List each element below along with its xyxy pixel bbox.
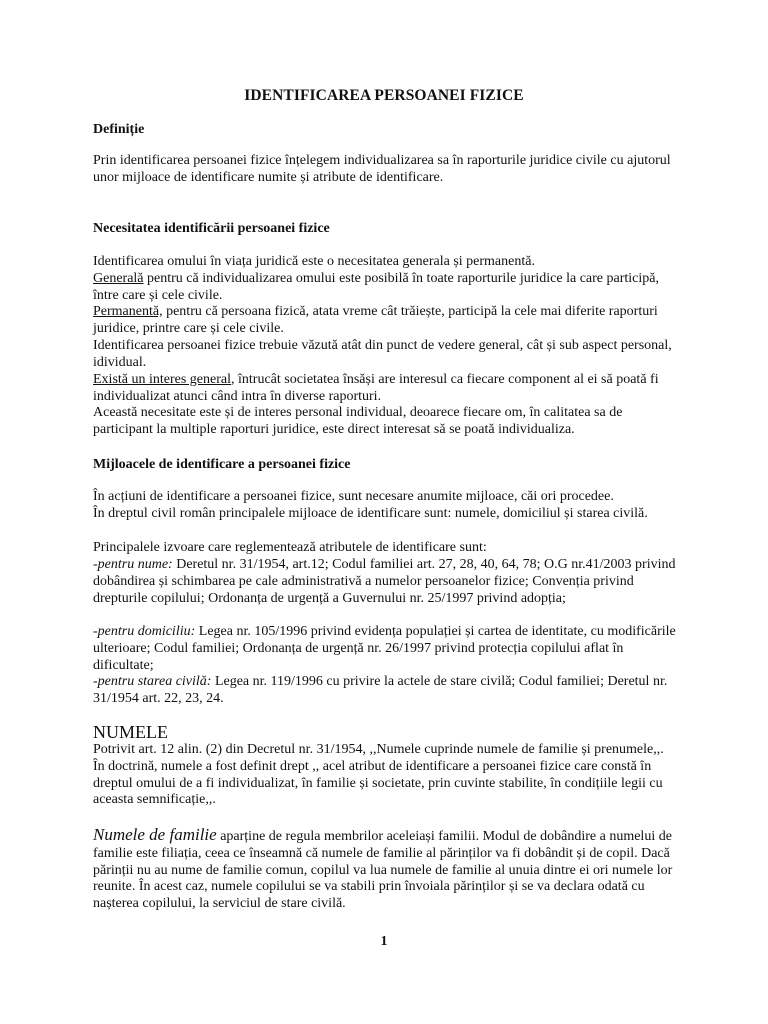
for-civil-status-label: -pentru starea civilă: <box>93 674 212 689</box>
necessity-paragraph-5 <box>93 372 678 406</box>
means-paragraph-1: În acțiuni de identificare a persoanei fizice, sunt necesare anumite mijloace, căi ori procedee. <box>93 489 614 504</box>
name-paragraph-2 <box>93 827 678 913</box>
page-number: 1 <box>380 934 388 949</box>
general-interest-label: Există un interes general <box>93 372 232 387</box>
necessity-paragraph-3 <box>93 304 678 338</box>
necessity-heading: Necesitatea identificării persoanei fizice <box>93 221 330 236</box>
necessity-paragraph-4: Identificarea persoanei fizice trebuie văzută atât din punct de vedere general, cât și sub aspect personal, idividual. <box>93 338 672 370</box>
name-paragraph-1: Potrivit art. 12 alin. (2) din Decretul nr. 31/1954, ,,Numele cuprinde numele de familie și prenumele,,. În doctrină, numele a fost definit drept ,, acel atribut de identificare a persoanei fizice care constă în dreptul omului de a fi individualizat, în familie și societate, prin cuvinte stabilite, în condițiile legii cu aceasta semnificație,,. <box>93 742 664 808</box>
permanent-text: pentru că persoana fizică, atata vreme cât trăiește, participă la cele mai diferite raporturi juridice, printre care și cele civile. <box>93 304 658 336</box>
for-name-label: -pentru nume: <box>93 557 173 572</box>
means-heading: Mijloacele de identificare a persoanei fizice <box>93 457 351 472</box>
family-name-text: aparține de regula membrilor aceleiași familii. Modul de dobândire a numelui de familie este filiația, ceea ce înseamnă că numele de familie al părinților va fi dobândit și de copil. Dacă părinții nu au nume de familie comun, copilul va lua numele de familie al unuia dintre ei ori numele lor reunite. În acest caz, numele copilului se va stabili prin învoiala părinților și se va declara odată cu nașterea copilului, la serviciul de stare civilă. <box>93 829 673 912</box>
for-domicile-label: -pentru domiciliu: <box>93 624 196 639</box>
definition-paragraph: Prin identificarea persoanei fizice înțelegem individualizarea sa în raporturile juridice civile cu ajutorul unor mijloace de identificare numite și atribute de identificare. <box>93 153 671 185</box>
name-heading: NUMELE <box>93 722 168 742</box>
page-title: IDENTIFICAREA PERSOANEI FIZICE <box>244 87 524 104</box>
means-paragraph-name-sources <box>93 557 678 607</box>
permanent-label: Permanentă, <box>93 304 163 319</box>
means-paragraph-3: Principalele izvoare care reglementează atributele de identificare sunt: <box>93 540 487 555</box>
means-paragraph-domicile-sources <box>93 624 678 674</box>
for-name-text: Deretul nr. 31/1954, art.12; Codul familiei art. 27, 28, 40, 64, 78; O.G nr.41/2003 privind dobândirea și schimbarea pe cale administrativă a numelor persoanelor fizice; Convenția privind drepturile copilului; Ordonanța de urgență a Guvernului nr. 25/1997 privind adopția; <box>93 557 676 606</box>
means-paragraph-2: În dreptul civil român principalele mijloace de identificare sunt: numele, domiciliul și starea civilă. <box>93 506 648 521</box>
means-paragraph-civil-status-sources <box>93 674 678 708</box>
definition-heading: Definiție <box>93 122 145 137</box>
necessity-paragraph-6: Această necesitate este și de interes personal individual, deoarece fiecare om, în calitatea sa de participant la multiple raporturi juridice, este direct interesat să se poată individualiza. <box>93 405 623 437</box>
necessity-paragraph-1: Identificarea omului în viața juridică este o necesitatea generala și permanentă. <box>93 254 535 269</box>
general-text: pentru că individualizarea omului este posibilă în toate raporturile juridice la care participă, între care și cele civile. <box>93 271 659 303</box>
for-domicile-text: Legea nr. 105/1996 privind evidența populației și cartea de identitate, cu modificările ulterioare; Codul familiei; Ordonanța de urgență nr. 26/1997 privind protecția copilului aflat în dificultate; <box>93 624 676 673</box>
necessity-paragraph-2 <box>93 271 678 305</box>
family-name-label: Numele de familie <box>93 825 217 844</box>
general-interest-text: , întrucât societatea însăși are interesul ca fiecare component al ei să poată fi individualizat atunci când intra în diverse raporturi. <box>93 372 659 404</box>
for-civil-status-text: Legea nr. 119/1996 cu privire la actele de stare civilă; Codul familiei; Deretul nr. 31/1954 art. 22, 23, 24. <box>93 674 668 706</box>
general-label: Generală <box>93 271 144 286</box>
